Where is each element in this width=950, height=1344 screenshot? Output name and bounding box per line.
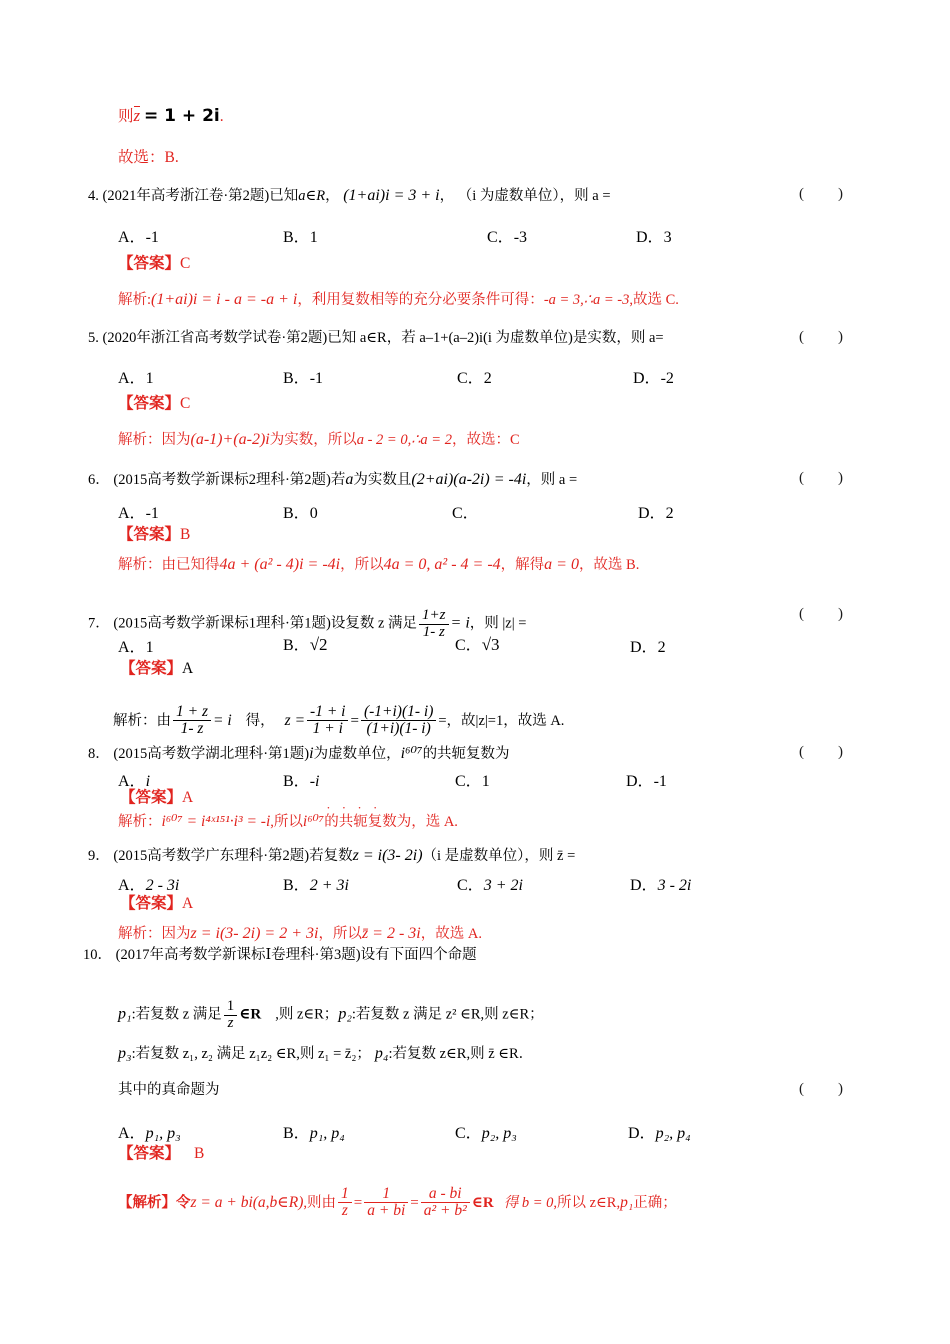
proposition-p4-tail: ,则 z̄ ∈R． — [466, 1046, 534, 1062]
option-value: 3 - 2i — [657, 877, 692, 894]
question-7-stem-tail: ，则 |z| = — [469, 615, 527, 632]
question-9-stem-text: (2015高考数学广东理科·第2题)若复数 — [113, 848, 353, 864]
proposition-p1-fraction — [224, 999, 238, 1032]
option-label: A． — [118, 505, 146, 522]
question-5-answer-bracket[interactable]: ( ) — [799, 329, 843, 345]
option-value: p₁, p₄ — [309, 1125, 345, 1142]
option-value: 0 — [309, 505, 318, 522]
solution-math-3: a = 0 — [544, 556, 579, 573]
question-6-stem-math: (2+ai)(a-2i) = -4i — [411, 471, 527, 488]
question-4-answer-bracket[interactable]: ( ) — [799, 186, 843, 202]
option-value: -i — [309, 773, 320, 790]
option-value: 2 — [665, 505, 674, 522]
answer-label: 【答案】 — [120, 894, 183, 912]
question-5-option-A[interactable] — [118, 365, 154, 388]
question-8-option-D[interactable] — [626, 768, 667, 791]
option-label: C． — [455, 773, 482, 790]
question-9-option-D[interactable] — [630, 872, 691, 895]
solution-text: ,则由 — [303, 1194, 337, 1211]
question-8-stem-tail: 的共轭复数为 — [422, 746, 510, 762]
option-value: 1 — [145, 639, 154, 656]
proposition-p1-name: p₁ — [118, 1005, 132, 1023]
fraction-numerator: -1 + i — [310, 703, 346, 720]
question-4-option-A[interactable] — [118, 224, 159, 247]
fraction-numerator: (-1+i)(1- i) — [363, 703, 434, 720]
solution-fraction-1 — [338, 1186, 352, 1220]
question-5-stem-text: (2020年浙江省高考数学试卷·第2题)已知 a∈R，若 a–1+(a–2)i(i 为虚数单位)是实数，则 a= — [102, 330, 664, 346]
question-8-stem-math: i⁶⁰⁷ — [400, 745, 423, 762]
solution-math: (a-1)+(a-2)i — [190, 431, 270, 448]
option-value: -3 — [513, 229, 528, 246]
option-value: -1 — [145, 229, 159, 246]
question-9-stem-tail: （i 是虚数单位），则 z̄ = — [422, 848, 576, 864]
question-4-stem-var: a∈R — [298, 188, 326, 204]
fraction-denominator: (1+i)(1- i) — [361, 720, 436, 737]
proposition-p3-name: p₃ — [118, 1045, 132, 1062]
option-label: C． — [457, 370, 484, 387]
option-label: C． — [452, 505, 479, 522]
answer-value: A — [182, 895, 194, 912]
proposition-p4-name: p₄ — [374, 1045, 389, 1062]
solution-fraction-1 — [173, 704, 211, 738]
proposition-p1-in-r: ∈R — [239, 1006, 262, 1023]
option-value: 2 - 3i — [145, 877, 180, 894]
proposition-p1-tail: ,则 z∈R； — [275, 1006, 339, 1023]
solution-text: ，所以 — [318, 926, 362, 942]
fraction-denominator: a² + b² — [421, 1202, 470, 1219]
fraction-denominator: 1- z — [173, 720, 211, 737]
option-label: D． — [638, 505, 666, 522]
question-6-stem-text: (2015高考数学新课标2理科·第2题)若 — [113, 472, 346, 488]
question-10-stem — [83, 948, 477, 963]
answer-label: 【答案】 — [118, 1144, 181, 1162]
question-9-answer — [120, 896, 193, 912]
question-10-option-A[interactable] — [118, 1120, 181, 1143]
question-6-solution — [118, 557, 639, 573]
solution-eq: = i — [213, 711, 232, 729]
fraction-numerator: 1 — [341, 1185, 349, 1202]
option-value: 1 — [145, 370, 154, 387]
question-10-propositions-line-2 — [118, 1046, 533, 1062]
question-9-stem — [88, 848, 575, 864]
solution-text-3: ,所以 z∈R, — [553, 1194, 621, 1211]
solution-tail: ，故选 B. — [578, 557, 640, 573]
option-label: D． — [626, 773, 654, 790]
question-8-answer — [120, 790, 193, 806]
option-value: -1 — [653, 773, 667, 790]
fraction-numerator: 1 — [226, 998, 235, 1014]
answer-label: 【答案】 — [118, 254, 181, 272]
option-label: C． — [455, 637, 482, 654]
question-10-answer — [118, 1146, 204, 1162]
solution-label: 解析: — [118, 292, 152, 308]
fraction-denominator: z — [338, 1202, 352, 1219]
solution-label: 解析： — [118, 814, 162, 830]
solution-math-2: i⁶⁰⁷ — [302, 813, 325, 830]
question-6-option-B[interactable] — [283, 500, 318, 523]
question-6-stem — [88, 472, 577, 488]
solution-math-2: -a = 3,∴a = -3 — [543, 292, 630, 308]
question-5-option-B[interactable] — [283, 365, 323, 388]
option-value: 2 + 3i — [309, 877, 349, 894]
solution-math: z = a + bi(a,b∈R) — [190, 1193, 304, 1211]
option-value: 2 — [657, 639, 666, 656]
question-8-solution — [118, 814, 458, 830]
solution-label: 解析：因为 — [118, 432, 191, 448]
question-5-option-C[interactable] — [457, 365, 492, 388]
solution-eq-1: = — [353, 1194, 363, 1211]
question-10-option-C[interactable] — [455, 1120, 517, 1143]
top-fragment-line2: 故选：B. — [118, 149, 179, 166]
top-fragment-line1 — [118, 106, 224, 125]
question-6-stem-var: a — [345, 471, 354, 488]
question-4-number: 4. — [88, 188, 99, 204]
question-4-stem-math: (1+ai)i = 3 + i — [343, 187, 440, 204]
solution-fraction-2 — [307, 704, 348, 738]
solution-tail: ,故选 C. — [629, 292, 679, 308]
question-8-stem — [88, 746, 510, 762]
question-9-option-B[interactable] — [283, 872, 349, 895]
option-label: A． — [118, 877, 146, 894]
proposition-p4-text: :若复数 z∈R — [388, 1046, 467, 1062]
question-5-option-D[interactable] — [633, 365, 674, 388]
option-label: D． — [633, 370, 661, 387]
question-7-solution — [113, 704, 564, 738]
fraction-numerator: 1 — [382, 1185, 391, 1202]
answer-label: 【答案】 — [118, 525, 181, 543]
solution-fraction-3 — [421, 1186, 470, 1220]
question-6-stem-mid: 为实数且 — [353, 472, 412, 488]
fraction-denominator: 1 + i — [307, 720, 348, 737]
solution-eq-2: = — [410, 1194, 419, 1211]
question-8-stem-text: (2015高考数学湖北理科·第1题) — [113, 746, 310, 762]
solution-p1: p₁ — [620, 1193, 634, 1211]
question-6-option-D[interactable] — [638, 500, 674, 523]
option-label: A． — [118, 639, 146, 656]
proposition-p2-text: :若复数 z 满足 z² ∈R — [351, 1006, 481, 1023]
question-10-solution — [118, 1186, 677, 1220]
question-7-option-C[interactable] — [455, 632, 500, 655]
question-9-option-A[interactable] — [118, 872, 179, 895]
fraction-numerator: 1+z — [422, 607, 446, 623]
option-label: D． — [630, 639, 658, 656]
question-7-answer-bracket[interactable]: ( ) — [799, 606, 843, 622]
option-label: B． — [283, 773, 310, 790]
solution-math-2: z̄ = 2 - 3i — [361, 925, 421, 942]
option-value: 1 — [481, 773, 490, 790]
question-4-answer — [118, 256, 190, 272]
option-label: B． — [283, 877, 310, 894]
question-7-option-A[interactable] — [118, 634, 154, 657]
solution-tail: ，故选：C — [451, 432, 520, 448]
top-fragment-var: z — [133, 106, 141, 125]
question-10-number: 10． — [83, 947, 112, 963]
proposition-p2-name: p₂ — [338, 1005, 352, 1023]
option-label: D． — [628, 1125, 656, 1142]
question-10-answer-bracket[interactable]: ( ) — [799, 1081, 843, 1097]
question-6-stem-tail: ，则 a = — [526, 472, 578, 488]
solution-text-2: 得 b = 0 — [503, 1194, 554, 1211]
option-value: √3 — [481, 635, 500, 654]
solution-label: 解析：由已知得 — [118, 557, 220, 573]
solution-text: ，利用复数相等的充分必要条件可得： — [297, 292, 544, 308]
question-5-solution — [118, 432, 520, 448]
solution-math: 4a + (a² - 4)i = -4i — [219, 556, 341, 573]
question-8-stem-mid: 为虚数单位， — [313, 746, 401, 762]
option-value: √2 — [309, 635, 328, 654]
solution-text: ,所以 — [270, 814, 303, 830]
question-7-number: 7． — [88, 615, 110, 632]
solution-de: 得， — [245, 712, 275, 729]
option-value: -1 — [309, 370, 324, 387]
question-5-answer — [118, 396, 190, 412]
fraction-denominator: z — [224, 1015, 238, 1032]
option-value: -2 — [660, 370, 674, 387]
option-value: 3 — [663, 229, 672, 246]
proposition-p2-tail: ,则 z∈R； — [480, 1006, 544, 1023]
answer-value: C — [180, 255, 191, 272]
solution-math-2: 4a = 0, a² - 4 = -4 — [383, 556, 501, 573]
option-value: -1 — [145, 505, 159, 522]
question-8-stem-var: i — [309, 745, 314, 762]
solution-label: 解析：由 — [113, 712, 171, 729]
fraction-numerator: a - bi — [428, 1185, 462, 1202]
question-7-answer — [120, 661, 193, 677]
option-value: i — [145, 773, 151, 790]
question-10-stem-text: (2017年高考数学新课标Ⅰ卷理科·第3题)设有下面四个命题 — [115, 947, 477, 963]
question-4-stem-text: (2021年高考浙江卷·第2题)已知 — [102, 188, 299, 204]
option-value: 1 — [309, 229, 318, 246]
question-6-option-A[interactable] — [118, 500, 159, 523]
question-4-solution — [118, 292, 679, 308]
answer-value: C — [180, 395, 191, 412]
solution-text-2: ，解得 — [500, 557, 545, 573]
option-value: 3 + 2i — [483, 877, 523, 894]
top-fragment-period: . — [219, 108, 224, 125]
question-8-number: 8． — [88, 746, 110, 762]
answer-label: 【答案】 — [120, 788, 183, 806]
question-7-option-B[interactable] — [283, 632, 328, 655]
option-value: p₂, p₃ — [481, 1125, 517, 1142]
proposition-p3-tail: ,则 z₁ = z̄₂； — [296, 1046, 371, 1062]
question-8-answer-bracket[interactable]: ( ) — [799, 744, 843, 760]
solution-math: z = i(3- 2i) = 2 + 3i — [190, 925, 319, 942]
option-value: 2 — [483, 370, 492, 387]
option-label: B． — [283, 370, 310, 387]
option-label: A． — [118, 229, 146, 246]
option-value: p₂, p₄ — [655, 1125, 691, 1142]
solution-eq-2: = — [350, 712, 359, 729]
option-label: C． — [455, 1125, 482, 1142]
solution-tail: ，故选 A. — [420, 926, 482, 942]
question-10-option-B[interactable] — [283, 1120, 345, 1143]
solution-fraction-2 — [364, 1186, 408, 1220]
question-9-solution — [118, 926, 482, 942]
solution-in-r: ∈R — [471, 1194, 494, 1211]
option-label: B． — [283, 1125, 310, 1142]
solution-tail: 正确； — [633, 1194, 677, 1211]
question-4-option-B[interactable] — [283, 224, 318, 247]
option-label: C． — [487, 229, 514, 246]
solution-math-2: a - 2 = 0,∴a = 2 — [356, 432, 452, 448]
answer-label: 【答案】 — [120, 659, 183, 677]
proposition-p1-text: :若复数 z 满足 — [131, 1006, 222, 1023]
fraction-numerator: 1 + z — [176, 703, 208, 720]
question-9-number: 9． — [88, 848, 110, 864]
fraction-denominator: a + bi — [364, 1202, 408, 1219]
option-label: A． — [118, 773, 146, 790]
option-label: A． — [118, 370, 146, 387]
option-value: p₁, p₃ — [145, 1125, 181, 1142]
answer-value: B — [194, 1145, 205, 1162]
question-7-stem-fraction — [419, 608, 448, 641]
question-4-stem: 4. (2021年高考浙江卷·第2题)已知a∈R， (1+ai)i = 3 + i， （i 为虚数单位），则 a = — [88, 187, 611, 204]
question-6-number: 6． — [88, 472, 110, 488]
answer-value: B — [180, 526, 191, 543]
option-label: B． — [283, 229, 310, 246]
question-5-stem — [88, 331, 664, 346]
solution-tail: =，故|z|=1，故选 A. — [438, 712, 565, 729]
answer-value: A — [182, 789, 194, 806]
question-5-number: 5. — [88, 330, 99, 346]
option-label: D． — [630, 877, 658, 894]
question-9-stem-math: z = i(3- 2i) — [352, 847, 423, 864]
option-label: A． — [118, 1125, 146, 1142]
solution-label: 解析：因为 — [118, 926, 191, 942]
question-6-option-C[interactable] — [452, 500, 479, 523]
solution-label: 【解析】令 — [118, 1194, 191, 1211]
question-10-option-D[interactable] — [628, 1120, 691, 1143]
solution-text: 为实数，所以 — [269, 432, 357, 448]
answer-value: A — [182, 660, 194, 677]
option-label: C． — [457, 877, 484, 894]
top-fragment-prefix: 则 — [118, 108, 134, 125]
option-label: B． — [283, 505, 310, 522]
question-4-stem-tail: （i 为虚数单位），则 a = — [457, 188, 611, 204]
answer-label: 【答案】 — [118, 394, 181, 412]
question-6-answer — [118, 527, 190, 543]
solution-math: (1+ai)i = i - a = -a + i — [151, 291, 298, 308]
fraction-denominator: 1- z — [419, 624, 448, 641]
solution-z: z = — [284, 711, 306, 729]
question-7-stem-text: (2015高考数学新课标1理科·第1题)设复数 z 满足 — [113, 615, 418, 632]
question-4-option-C[interactable] — [487, 224, 527, 247]
top-fragment-value: = 1 + 2i — [144, 106, 220, 126]
solution-math: i⁶⁰⁷ = i⁴ˣ¹⁵¹·i³ = -i — [161, 813, 271, 830]
question-4-option-D[interactable] — [636, 224, 672, 247]
question-7-stem-eq: = i — [450, 614, 470, 632]
solution-text-2: 的共轭复数为，选 A. · · · · — [324, 814, 458, 830]
solution-fraction-3 — [361, 704, 436, 738]
question-8-option-B[interactable] — [283, 768, 319, 791]
option-label: B． — [283, 637, 310, 654]
question-6-answer-bracket[interactable]: ( ) — [799, 470, 843, 486]
question-7-option-D[interactable] — [630, 634, 666, 657]
question-9-option-C[interactable] — [457, 872, 523, 895]
solution-text: ，所以 — [340, 557, 384, 573]
proposition-p3-text: :若复数 z₁, z₂ 满足 z₁z₂ ∈R — [131, 1046, 297, 1062]
question-10-tail-line: 其中的真命题为 — [118, 1082, 220, 1098]
question-8-option-C[interactable] — [455, 768, 490, 791]
option-label: D． — [636, 229, 664, 246]
question-10-propositions-line-1 — [118, 999, 544, 1032]
